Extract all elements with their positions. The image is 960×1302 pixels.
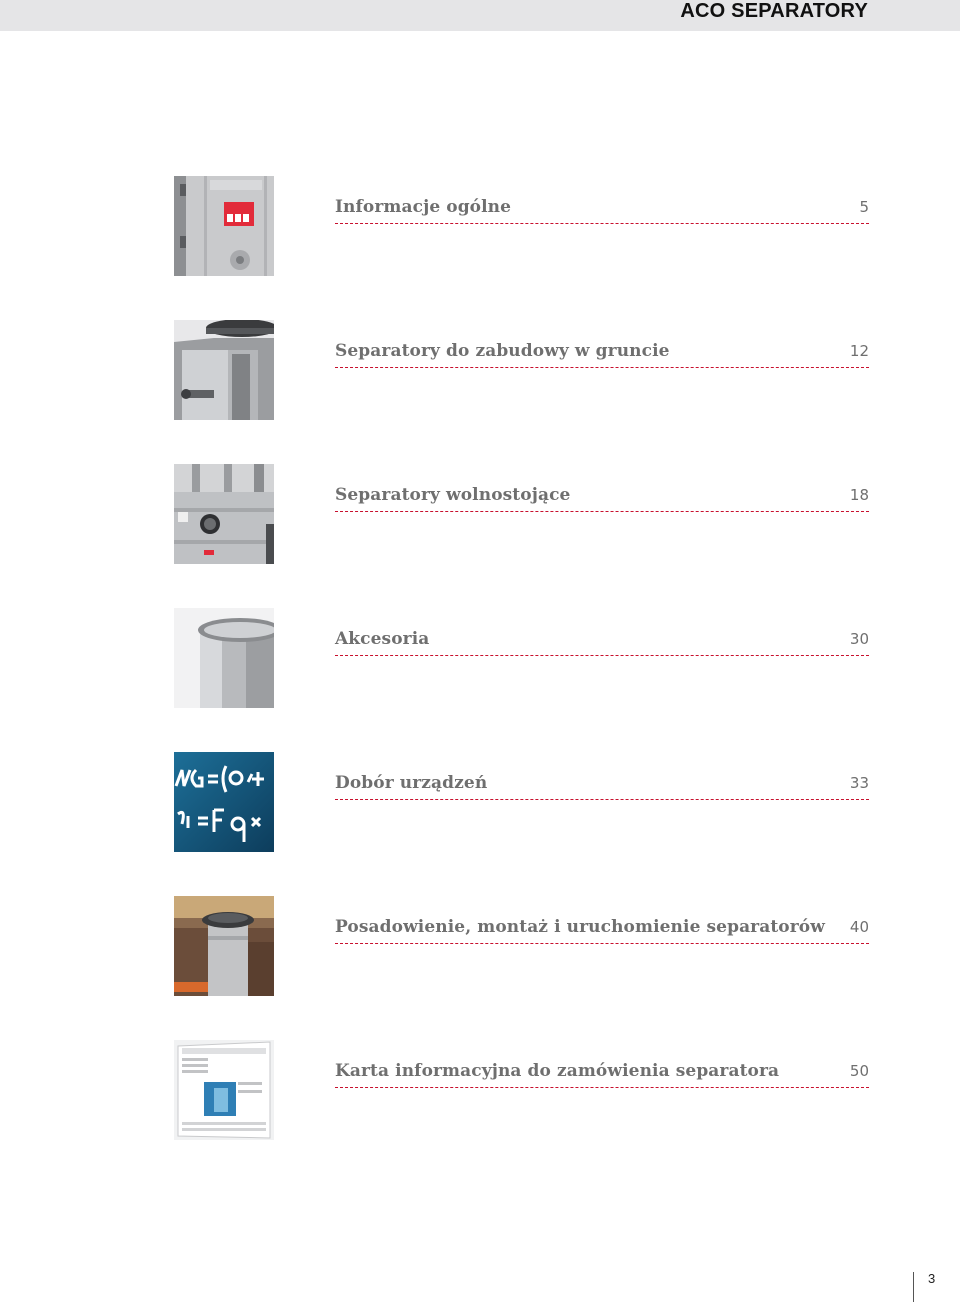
toc-row-equipment-selection[interactable] [174,752,870,852]
toc-entry-page: 18 [849,486,869,504]
toc-row-accessories[interactable] [174,608,870,708]
toc-entry-page: 40 [849,918,869,936]
order-form-thumbnail [174,1040,274,1140]
toc-entry-page: 33 [849,774,869,792]
toc-entry-page: 5 [859,198,869,216]
toc-row-underground-separators[interactable] [174,320,870,420]
steel-ring-thumbnail [174,608,274,708]
header-bar [0,0,960,31]
toc-entry-title: Separatory do zabudowy w gruncie [335,341,670,361]
toc-row-installation[interactable] [174,896,870,996]
toc-entry [335,339,869,368]
toc-entry-title: Dobór urządzeń [335,773,488,793]
freestanding-separator-thumbnail [174,464,274,564]
toc-entry-page: 12 [849,342,869,360]
toc-entry [335,195,869,224]
toc-row-general-info[interactable] [174,176,870,276]
underground-separator-thumbnail [174,320,274,420]
toc-entry [335,1059,869,1088]
toc-entry-title: Karta informacyjna do zamówienia separatora [335,1061,780,1081]
page-number: 3 [928,1271,936,1286]
toc-row-freestanding-separators[interactable] [174,464,870,564]
toc-entry-page: 30 [849,630,869,648]
toc-entry-title: Separatory wolnostojące [335,485,571,505]
toc-entry [335,483,869,512]
installation-site-thumbnail [174,896,274,996]
toc-entry [335,627,869,656]
page-number-divider [913,1272,914,1302]
toc-entry [335,771,869,800]
toc-entry [335,915,869,944]
toc-row-order-form[interactable] [174,1040,870,1140]
separator-tank-thumbnail [174,176,274,276]
toc-entry-page: 50 [849,1062,869,1080]
sizing-formula-thumbnail [174,752,274,852]
toc-entry-title: Akcesoria [335,629,430,649]
header-title: ACO SEPARATORY [680,0,868,22]
toc-entry-title: Informacje ogólne [335,197,512,217]
toc-entry-title: Posadowienie, montaż i uruchomienie separatorów [335,917,825,937]
